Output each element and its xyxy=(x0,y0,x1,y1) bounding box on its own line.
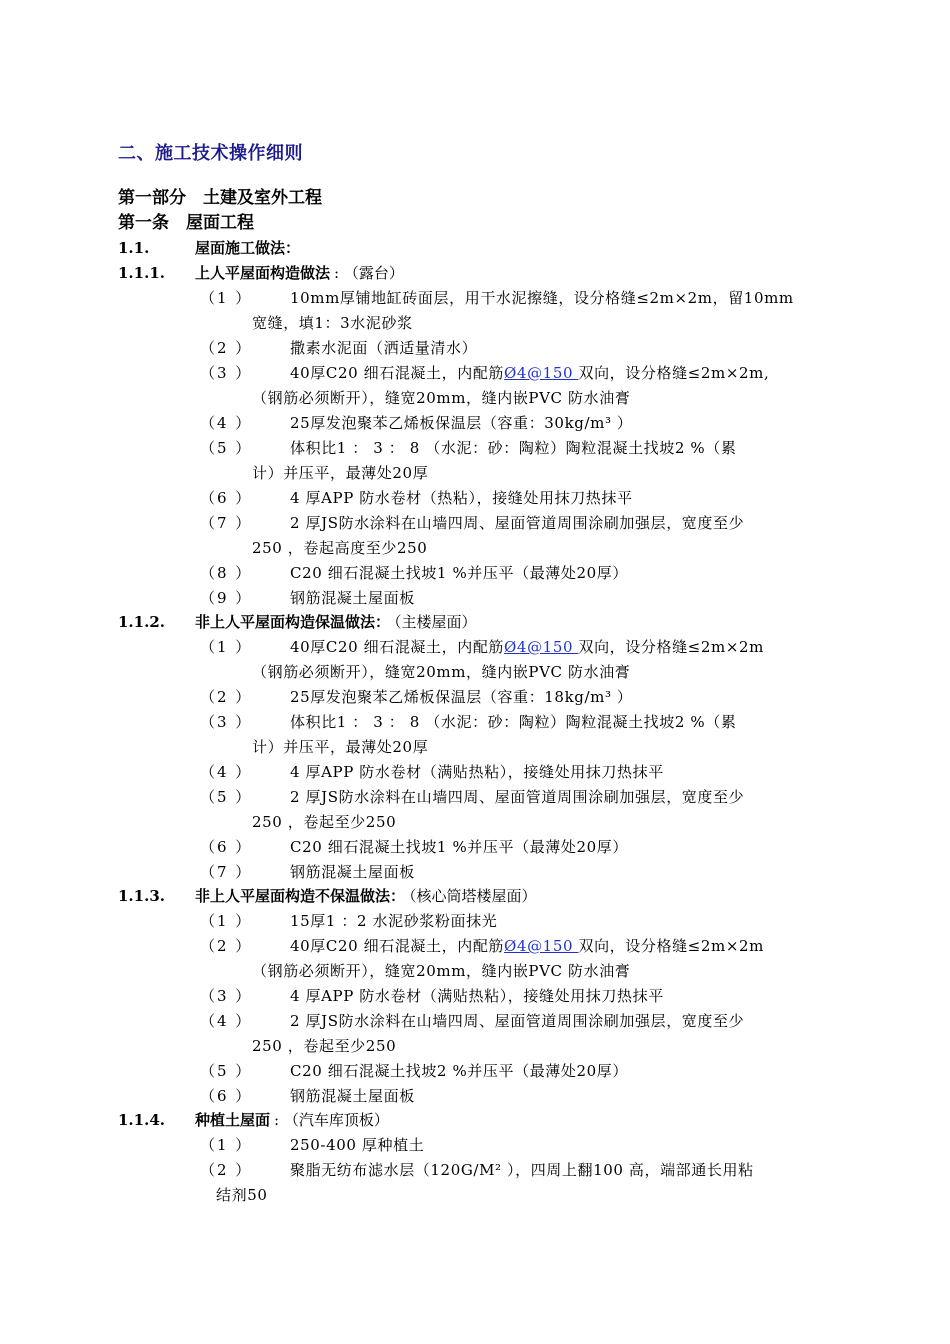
list-item xyxy=(200,411,850,436)
list-item xyxy=(200,710,850,760)
section-title: 上人平屋面构造做法 xyxy=(195,264,331,282)
item-label: （9 ） xyxy=(200,589,253,607)
item-text: 2 厚JS防水涂料在山墙四周、屋面管道周围涂刷加强层，宽度至少 xyxy=(290,788,745,806)
section-1-1-2 xyxy=(118,610,477,634)
section-number: 1.1.4. xyxy=(118,1111,165,1129)
list-item xyxy=(200,361,850,411)
list-item xyxy=(200,586,850,611)
item-label: （6 ） xyxy=(200,1087,253,1105)
item-label: （4 ） xyxy=(200,1012,253,1030)
item-text: C20 细石混凝土找坡1 %并压平（最薄处20厚） xyxy=(290,564,628,582)
item-text-cont: 计）并压平，最薄处20厚 xyxy=(252,738,429,756)
item-text-pre: 40厚C20 细石混凝土，内配筋 xyxy=(290,364,505,382)
item-text xyxy=(290,934,850,959)
section-1-1 xyxy=(118,236,300,260)
section-title: 种植土屋面 xyxy=(195,1111,271,1129)
item-text: 聚脂无纺布滤水层（120G/M² ），四周上翻100 高，端部通长用粘 xyxy=(290,1161,754,1179)
section-note: : （汽车库顶板） xyxy=(274,1111,389,1129)
section-number: 1.1. xyxy=(118,239,150,257)
part-heading: 第一部分 土建及室外工程 xyxy=(118,188,322,208)
article-heading: 第一条 屋面工程 xyxy=(118,213,254,233)
section-note: : （露台） xyxy=(334,264,404,282)
item-label: （2 ） xyxy=(200,688,253,706)
item-label: （1 ） xyxy=(200,1136,253,1154)
item-text-pre: 40厚C20 细石混凝土，内配筋 xyxy=(290,937,505,955)
item-text: 钢筋混凝土屋面板 xyxy=(290,863,415,881)
item-text: 撒素水泥面（洒适量清水） xyxy=(290,339,478,357)
item-text: 25厚发泡聚苯乙烯板保温层（容重：18kg/m³ ） xyxy=(290,688,633,706)
list-item xyxy=(200,785,850,835)
list-item xyxy=(200,984,850,1009)
section-1-1-3 xyxy=(118,884,537,908)
item-label: （8 ） xyxy=(200,564,253,582)
item-label: （3 ） xyxy=(200,364,253,382)
rebar-spec-link[interactable]: Ø4@150 xyxy=(504,937,579,955)
item-text: 钢筋混凝土屋面板 xyxy=(290,1087,415,1105)
list-item xyxy=(200,336,850,361)
item-text xyxy=(290,361,850,386)
item-label: （4 ） xyxy=(200,414,253,432)
item-text: 2 厚JS防水涂料在山墙四周、屋面管道周围涂刷加强层，宽度至少 xyxy=(290,1012,745,1030)
item-text: 15厚1 ：2 水泥砂浆粉面抹光 xyxy=(290,912,498,930)
item-text: C20 细石混凝土找坡1 %并压平（最薄处20厚） xyxy=(290,838,628,856)
section-1-1-4 xyxy=(118,1108,389,1132)
section-1-1-1 xyxy=(118,261,404,285)
list-item xyxy=(200,860,850,885)
item-label: （1 ） xyxy=(200,289,253,307)
list-item xyxy=(200,835,850,860)
section-number: 1.1.1. xyxy=(118,264,165,282)
item-text: 4 厚APP 防水卷材（满贴热粘），接缝处用抹刀热抹平 xyxy=(290,763,664,781)
item-text-cont: 250 ，卷起高度至少250 xyxy=(252,539,428,557)
item-label: （4 ） xyxy=(200,763,253,781)
list-item xyxy=(200,286,850,336)
rebar-spec-link[interactable]: Ø4@150 xyxy=(504,638,579,656)
item-text-pre: 40厚C20 细石混凝土，内配筋 xyxy=(290,638,505,656)
item-text: 体积比1 ： 3 ： 8 （水泥：砂：陶粒）陶粒混凝土找坡2 %（累 xyxy=(290,713,737,731)
list-item xyxy=(200,934,850,984)
list-item xyxy=(200,436,850,486)
item-text-post: 双向，设分格缝≤2m×2m, xyxy=(578,364,770,382)
section-number: 1.1.2. xyxy=(118,613,165,631)
item-label: （6 ） xyxy=(200,489,253,507)
list-item xyxy=(200,635,850,685)
section-title: 屋面施工做法： xyxy=(195,239,301,257)
item-text-cont: 250 ，卷起至少250 xyxy=(252,813,397,831)
item-label: （2 ） xyxy=(200,339,253,357)
list-item xyxy=(200,1158,850,1208)
item-label: （2 ） xyxy=(200,1161,253,1179)
list-item xyxy=(200,685,850,710)
item-text: 2 厚JS防水涂料在山墙四周、屋面管道周围涂刷加强层，宽度至少 xyxy=(290,514,745,532)
item-text: C20 细石混凝土找坡2 %并压平（最薄处20厚） xyxy=(290,1062,628,1080)
section-number: 1.1.3. xyxy=(118,887,165,905)
section-note: （核心筒塔楼屋面） xyxy=(409,887,537,905)
section-note: （主楼屋面） xyxy=(394,613,477,631)
item-label: （1 ） xyxy=(200,912,253,930)
section-title: 非上人平屋面构造保温做法： xyxy=(195,613,391,631)
list-item xyxy=(200,1059,850,1084)
item-label: （1 ） xyxy=(200,638,253,656)
item-text: 10mm厚铺地缸砖面层，用干水泥擦缝，设分格缝≤2m×2m，留10mm xyxy=(290,289,794,307)
item-text-cont: 宽缝，填1：3水泥砂浆 xyxy=(252,314,413,332)
item-text-post: 双向，设分格缝≤2m×2m xyxy=(578,937,764,955)
item-text: 4 厚APP 防水卷材（满贴热粘），接缝处用抹刀热抹平 xyxy=(290,987,664,1005)
list-item xyxy=(200,909,850,934)
list-item xyxy=(200,511,850,561)
list-item xyxy=(200,1133,850,1158)
item-text: 25厚发泡聚苯乙烯板保温层（容重：30kg/m³ ） xyxy=(290,414,633,432)
rebar-spec-link[interactable]: Ø4@150 xyxy=(504,364,579,382)
item-text: 4 厚APP 防水卷材（热粘），接缝处用抹刀热抹平 xyxy=(290,489,633,507)
item-label: （6 ） xyxy=(200,838,253,856)
list-item xyxy=(200,1009,850,1059)
item-label: （3 ） xyxy=(200,713,253,731)
list-item xyxy=(200,486,850,511)
item-text-cont: （钢筋必须断开），缝宽20mm，缝内嵌PVC 防水油膏 xyxy=(252,962,631,980)
list-item xyxy=(200,561,850,586)
item-label: （2 ） xyxy=(200,937,253,955)
item-label: （5 ） xyxy=(200,439,253,457)
chapter-heading: 二、施工技术操作细则 xyxy=(118,143,303,164)
item-text: 钢筋混凝土屋面板 xyxy=(290,589,415,607)
item-text-cont: 计）并压平，最薄处20厚 xyxy=(252,464,429,482)
item-text-cont: （钢筋必须断开），缝宽20mm，缝内嵌PVC 防水油膏 xyxy=(252,663,631,681)
item-label: （7 ） xyxy=(200,514,253,532)
item-text-cont: 结剂50 xyxy=(216,1186,268,1204)
list-item xyxy=(200,1084,850,1109)
item-text-cont: 250 ，卷起至少250 xyxy=(252,1037,397,1055)
item-text-cont: （钢筋必须断开），缝宽20mm，缝内嵌PVC 防水油膏 xyxy=(252,389,631,407)
item-text-post: 双向，设分格缝≤2m×2m xyxy=(578,638,764,656)
item-label: （5 ） xyxy=(200,788,253,806)
section-title: 非上人平屋面构造不保温做法： xyxy=(195,887,406,905)
item-text: 体积比1 ： 3 ： 8 （水泥：砂：陶粒）陶粒混凝土找坡2 %（累 xyxy=(290,439,737,457)
item-text: 250-400 厚种植土 xyxy=(290,1136,425,1154)
item-text xyxy=(290,635,850,660)
list-item xyxy=(200,760,850,785)
item-label: （5 ） xyxy=(200,1062,253,1080)
item-label: （3 ） xyxy=(200,987,253,1005)
item-label: （7 ） xyxy=(200,863,253,881)
